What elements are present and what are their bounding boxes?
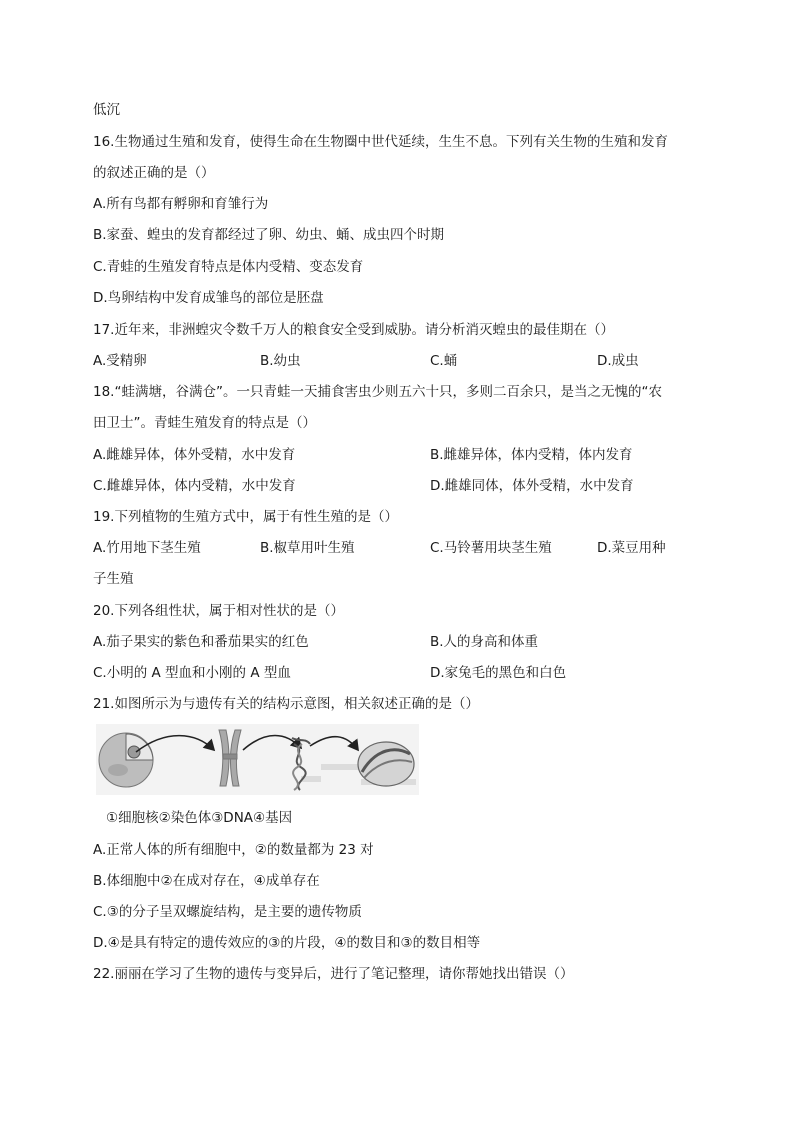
question-19-stem: 19.下列植物的生殖方式中，属于有性生殖的是（） [93, 509, 398, 525]
q20-option-b: B.人的身高和体重 [430, 634, 539, 650]
q19-option-b: B.椒草用叶生殖 [260, 540, 355, 556]
q21-option-a: A.正常人体的所有细胞中，②的数量都为 23 对 [93, 842, 374, 858]
question-17-stem: 17.近年来，非洲蝗灾令数千万人的粮食安全受到威胁。请分析消灭蝗虫的最佳期在（） [93, 322, 614, 338]
q19-option-a: A.竹用地下茎生殖 [93, 540, 201, 556]
q18-option-c: C.雌雄异体，体内受精，水中发育 [93, 478, 296, 494]
q17-option-d: D.成虫 [597, 353, 639, 369]
question-16-stem: 16.生物通过生殖和发育，使得生命在生物圈中世代延续，生生不息。下列有关生物的生殖和发育 [93, 134, 668, 150]
figure-caption: ①细胞核②染色体③DNA④基因 [106, 810, 293, 826]
q17-option-a: A.受精卵 [93, 353, 147, 369]
q18-option-b: B.雌雄异体，体内受精，体内发育 [430, 447, 633, 463]
q21-option-c: C.③的分子呈双螺旋结构，是主要的遗传物质 [93, 904, 362, 920]
question-16-stem-cont: 的叙述正确的是（） [93, 165, 215, 181]
dna-helix-drawing [292, 738, 310, 790]
q19-option-c: C.马铃薯用块茎生殖 [430, 540, 552, 556]
question-18-stem-cont: 田卫士”。青蛙生殖发育的特点是（） [93, 415, 316, 431]
q20-option-a: A.茄子果实的紫色和番茄果实的红色 [93, 634, 309, 650]
q20-option-d: D.家兔毛的黑色和白色 [430, 665, 567, 681]
question-18-stem: 18.“蛙满塘，谷满仓”。一只青蛙一天捕食害虫少则五六十只，多则二百余只，是当之无愧的“农 [93, 384, 662, 400]
q16-option-c: C.青蛙的生殖发育特点是体内受精、变态发育 [93, 259, 364, 275]
question-20-stem: 20.下列各组性状，属于相对性状的是（） [93, 603, 344, 619]
q18-option-a: A.雌雄异体，体外受精，水中发育 [93, 447, 296, 463]
question-21-stem: 21.如图所示为与遗传有关的结构示意图，相关叙述正确的是（） [93, 696, 479, 712]
q21-option-d: D.④是具有特定的遗传效应的③的片段，④的数目和③的数目相等 [93, 935, 481, 951]
question-22-stem: 22.丽丽在学习了生物的遗传与变异后，进行了笔记整理，请你帮她找出错误（） [93, 966, 574, 982]
genetics-structure-figure [96, 724, 419, 795]
chromosome-drawing [219, 730, 241, 786]
q19-option-d-cont: 子生殖 [93, 571, 134, 587]
q17-option-c: C.蛹 [430, 353, 458, 369]
q18-option-d: D.雌雄同体，体外受精，水中发育 [430, 478, 634, 494]
cell-nucleus-drawing [99, 733, 153, 787]
gene-drawing [358, 742, 414, 786]
q16-option-d: D.鸟卵结构中发育成雏鸟的部位是胚盘 [93, 290, 324, 306]
q16-option-b: B.家蚕、蝗虫的发育都经过了卵、幼虫、蛹、成虫四个时期 [93, 227, 445, 243]
q20-option-c: C.小明的 A 型血和小刚的 A 型血 [93, 665, 291, 681]
q19-option-d: D.菜豆用种 [597, 540, 666, 556]
q21-option-b: B.体细胞中②在成对存在，④成单存在 [93, 873, 320, 889]
q16-option-a: A.所有鸟都有孵卵和育雏行为 [93, 196, 269, 212]
q17-option-b: B.幼虫 [260, 353, 301, 369]
text-line: 低沉 [93, 102, 120, 118]
